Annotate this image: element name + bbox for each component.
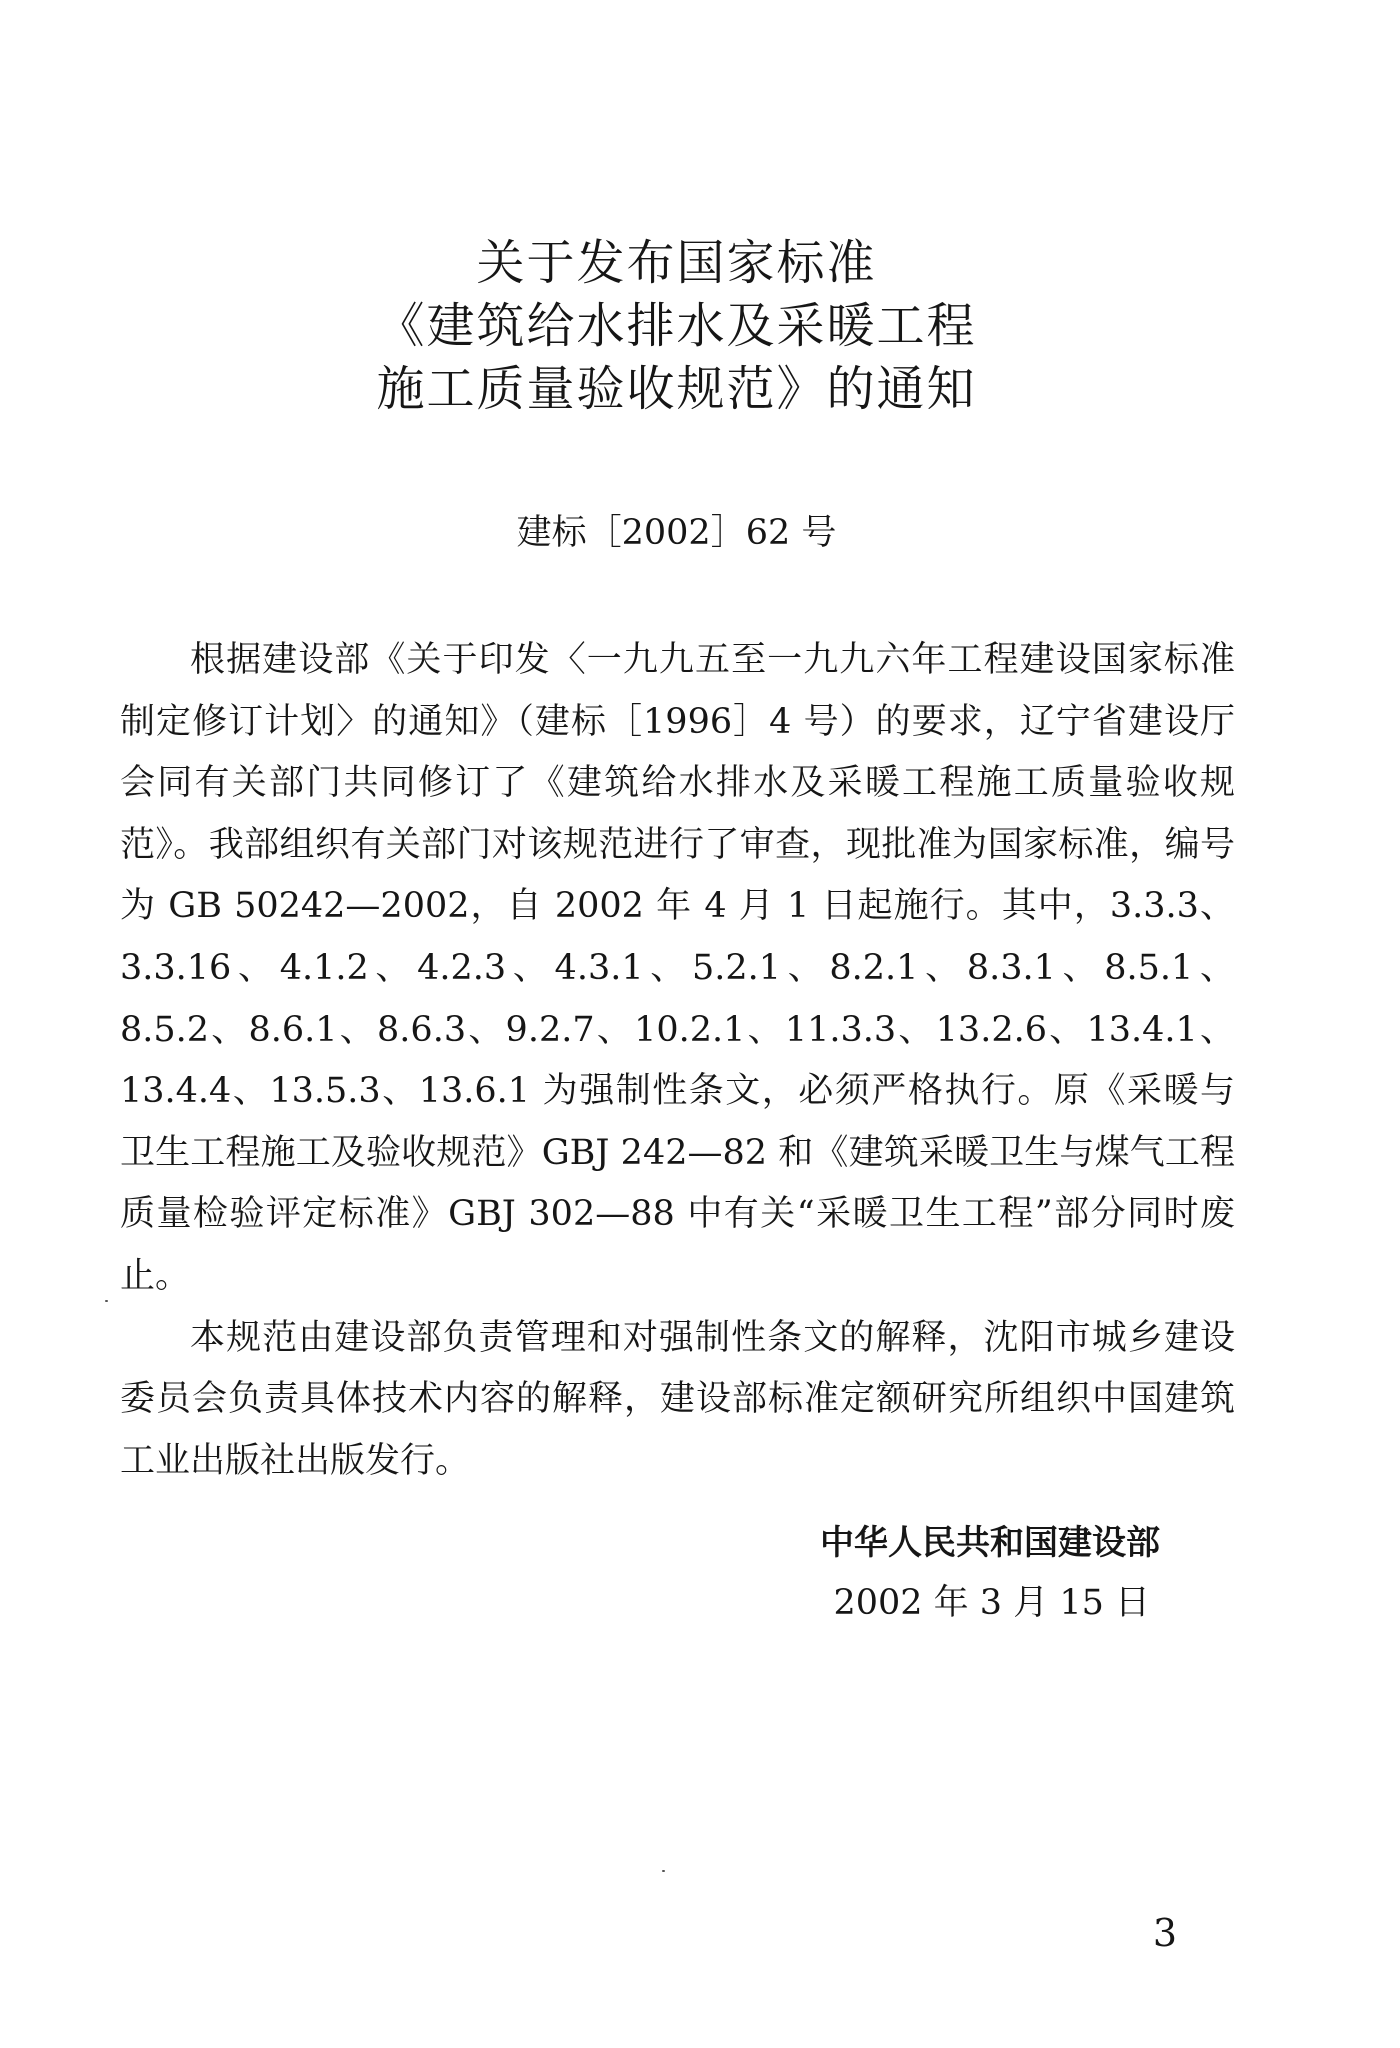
scan-speck [662,1870,665,1872]
document-number: 建标［2002］62 号 [516,513,837,553]
notice-title [0,232,1353,421]
body-paragraph-1: 根据建设部《关于印发〈一九九五至一九九六年工程建设国家标准制定修订计划〉的通知》（建标［1996］4 号）的要求，辽宁省建设厅会同有关部门共同修订了《建筑给水排水及采暖工程施工质量验收规范》。我部组织有关部门对该规范进行了审查，现批准为国家标准，编号为 GB 50242—2002，自 2002 年 4 月 1 日起施行。其中，3.3.3、3.3.16、4.1.2、4.2.3、4.3.1、5.2.1、8.2.1、8.3.1、8.5.1、8.5.2、8.6.1、8.6.3、9.2.7、10.2.1、11.3.3、13.2.6、13.4.1、13.4.4、13.5.3、13.6.1 为强制性条文，必须严格执行。原《采暖与卫生工程施工及验收规范》GBJ 242—82 和《建筑采暖卫生与煤气工程质量检验评定标准》GBJ 302—88 中有关“采暖卫生工程”部分同时废止。 [120,640,1235,1296]
page-number: 3 [1152,1911,1178,1955]
body-paragraph-2: 本规范由建设部负责管理和对强制性条文的解释，沈阳市城乡建设委员会负责具体技术内容的解释，建设部标准定额研究所组织中国建筑工业出版社出版发行。 [120,1317,1235,1481]
issue-date: 2002 年 3 月 15 日 [833,1583,1150,1623]
title-line-1: 关于发布国家标准 [476,235,877,291]
issuing-authority: 中华人民共和国建设部 [820,1523,1160,1563]
title-line-3: 施工质量验收规范》的通知 [376,361,977,417]
notice-body [120,630,1235,1492]
title-line-2: 《建筑给水排水及采暖工程 [376,298,977,354]
scan-speck [105,1300,108,1302]
